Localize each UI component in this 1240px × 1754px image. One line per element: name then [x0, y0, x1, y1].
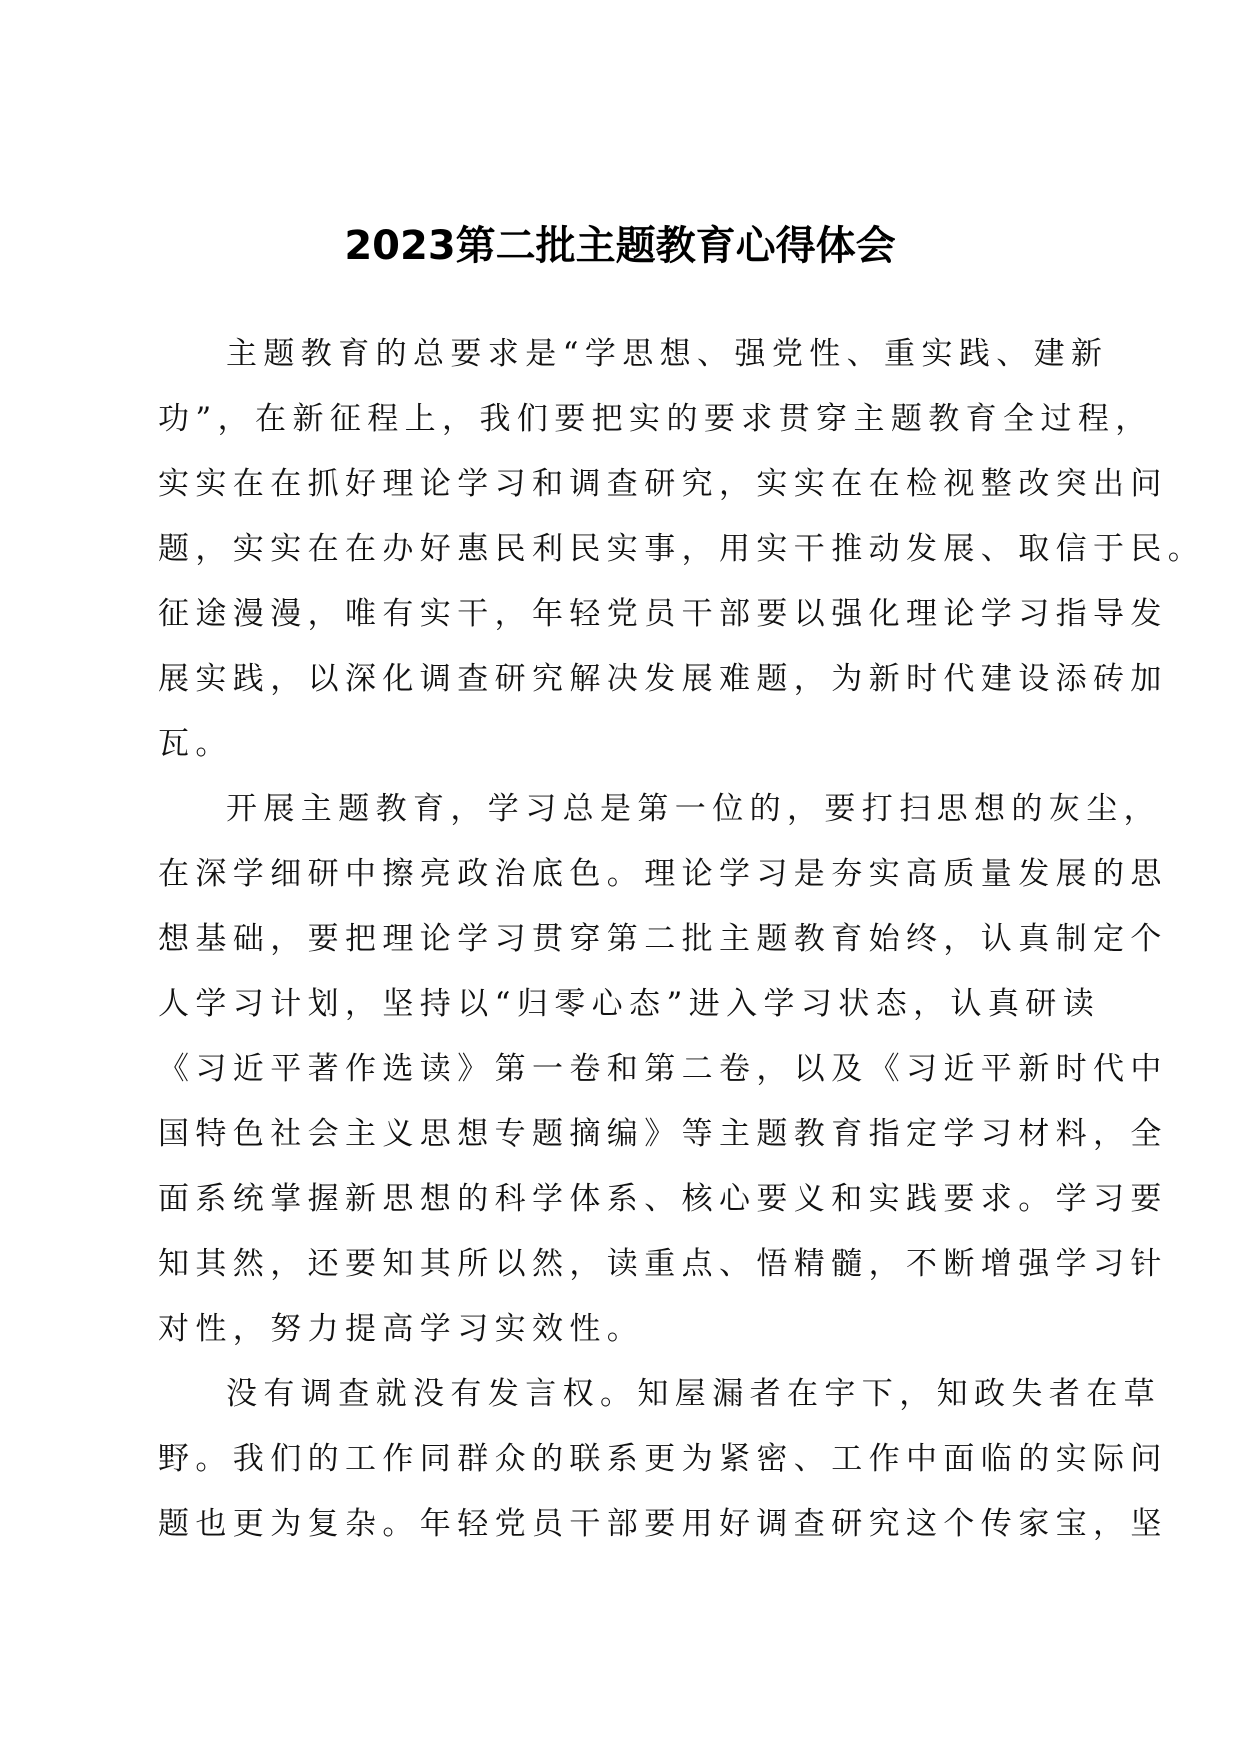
text-line: 功”，在新征程上，我们要把实的要求贯穿主题教育全过程，: [158, 401, 1153, 437]
text-line: 《习近平著作选读》第一卷和第二卷，以及《习近平新时代中: [158, 1051, 1168, 1087]
text-line: 没有调查就没有发言权。知屋漏者在宇下，知政失者在草: [226, 1376, 1161, 1412]
text-line: 人学习计划，坚持以“归零心态”进入学习状态，认真研读: [158, 986, 1101, 1022]
text-line: 题也更为复杂。年轻党员干部要用好调查研究这个传家宝，坚: [158, 1506, 1168, 1542]
text-line: 征途漫漫，唯有实干，年轻党员干部要以强化理论学习指导发: [158, 596, 1168, 632]
paragraph-1: [158, 322, 1206, 777]
text-line: 野。我们的工作同群众的联系更为紧密、工作中面临的实际问: [158, 1441, 1168, 1477]
text-line: 知其然，还要知其所以然，读重点、悟精髓，不断增强学习针: [158, 1246, 1168, 1282]
text-line: 瓦。: [158, 726, 233, 762]
text-line: 对性，努力提高学习实效性。: [158, 1311, 645, 1347]
paragraph-3: [158, 1362, 1168, 1557]
text-line: 实实在在抓好理论学习和调查研究，实实在在检视整改突出问: [158, 466, 1168, 502]
text-line: 想基础，要把理论学习贯穿第二批主题教育始终，认真制定个: [158, 921, 1168, 957]
document-body: [158, 322, 1206, 1557]
text-line: 主题教育的总要求是“学思想、强党性、重实践、建新: [226, 336, 1109, 372]
text-line: 展实践，以深化调查研究解决发展难题，为新时代建设添砖加: [158, 661, 1168, 697]
text-line: 开展主题教育，学习总是第一位的，要打扫思想的灰尘，: [226, 791, 1161, 827]
text-line: 国特色社会主义思想专题摘编》等主题教育指定学习材料，全: [158, 1116, 1168, 1152]
paragraph-2: [158, 777, 1168, 1362]
text-line: 题，实实在在办好惠民利民实事，用实干推动发展、取信于民。: [158, 531, 1206, 567]
text-line: 在深学细研中擦亮政治底色。理论学习是夯实高质量发展的思: [158, 856, 1168, 892]
text-line: 面系统掌握新思想的科学体系、核心要义和实践要求。学习要: [158, 1181, 1168, 1217]
document-title: 2023第二批主题教育心得体会: [344, 223, 896, 269]
